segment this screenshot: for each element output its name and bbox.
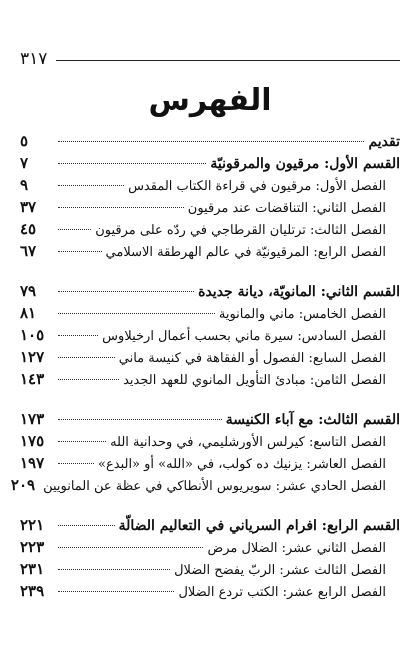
page-number: ٣١٧ [20,49,48,69]
dot-leader [58,291,194,292]
toc-chapter-label: الفصل الثامن: مبادئ التأويل المانوي للعهد الجديد [123,373,386,388]
toc-page-number: ١٧٥ [20,432,45,450]
toc-chapter[interactable] [10,474,400,496]
dot-leader [58,591,174,592]
toc-chapter-label: الفصل التاسع: كيرلس الأورشليمي، في وحدانية الله [110,435,386,450]
toc-page-number: ١٠٥ [20,326,45,344]
toc-page-number: ٤٥ [20,220,37,238]
dot-leader [58,547,203,548]
toc-chapter[interactable] [20,368,400,390]
page-title: الفهرس [148,83,272,118]
table-of-contents [10,130,400,602]
toc-chapter-label: الفصل الثاني: التناقضات عند مرقيون [187,201,386,216]
dot-leader [58,569,170,570]
toc-chapter[interactable] [20,430,400,452]
toc-page-number: ٢٣٩ [20,582,45,600]
toc-chapter[interactable] [20,218,400,240]
toc-section-label: القسم الأول: مرقيون والمرقونيّة [210,156,400,172]
toc-chapter[interactable] [20,536,400,558]
toc-page-number: ٦٧ [20,242,37,260]
toc-page-number: ٢٣١ [20,560,45,578]
header-rule [56,60,400,61]
toc-page-number: ١٢٧ [20,348,45,366]
dot-leader [58,251,102,252]
dot-leader [58,379,119,380]
toc-page-number: ٥ [20,132,29,150]
dot-leader [58,419,222,420]
toc-section-label: تقديم [368,134,400,150]
toc-section-label: القسم الثالث: مع آباء الكنيسة [225,412,400,428]
toc-chapter-label: الفصل الثالث عشر: الربّ يفضح الضلال [174,563,386,578]
toc-chapter[interactable] [20,324,400,346]
toc-chapter-label: الفصل الثالث: ترتليان القرطاجي في ردّه على مرقيون [95,223,386,238]
toc-chapter-label: الفصل السابع: الفصول أو الفقاهة في كنيسة ماني [118,351,386,366]
toc-chapter-label: الفصل الأول: مرقيون في قراءة الكتاب المقدس [128,179,386,194]
toc-chapter[interactable] [20,174,400,196]
dot-leader [58,357,115,358]
dot-leader [58,525,115,526]
toc-section-part-2[interactable] [20,280,400,302]
toc-page-number: ٢٢١ [20,516,45,534]
toc-section-part-1[interactable] [20,152,400,174]
toc-section-part-3[interactable] [20,408,400,430]
toc-chapter-label: الفصل السادس: سيرة ماني بحسب أعمال ارخيلاوس [102,329,386,344]
toc-section-part-4[interactable] [20,514,400,536]
dot-leader [58,141,364,142]
dot-leader [58,163,206,164]
toc-section-label: القسم الرابع: افرام السرياني في التعاليم الضالّة [118,518,400,534]
dot-leader [58,313,215,314]
toc-page-number: ٧ [20,154,29,172]
toc-chapter[interactable] [20,240,400,262]
toc-chapter[interactable] [20,452,400,474]
dot-leader [58,441,106,442]
toc-section-label: القسم الثاني: المانويّة، ديانة جديدة [198,284,400,300]
toc-page-number: ٨١ [20,304,37,322]
toc-section-intro[interactable] [20,130,400,152]
toc-page-number: ٧٩ [20,282,37,300]
dot-leader [58,229,91,230]
toc-page-number: ٣٧ [20,198,37,216]
toc-chapter[interactable] [20,196,400,218]
section-spacer [20,262,400,280]
toc-chapter[interactable] [20,302,400,324]
toc-chapter-label: الفصل العاشر: يزنيك ده كولب، في «الله» أو «البدع» [98,457,386,472]
toc-page-number: ١٤٣ [20,370,45,388]
dot-leader [58,463,94,464]
dot-leader [58,185,124,186]
toc-page-number: ٢٢٣ [20,538,45,556]
toc-chapter[interactable] [20,558,400,580]
toc-chapter[interactable] [20,346,400,368]
toc-page-number: ١٧٣ [20,410,45,428]
toc-chapter-label: الفصل الرابع: المرقيونيّة في عالم الهرطقة الاسلامي [105,245,386,260]
toc-chapter-label: الفصل الثاني عشر: الضلال مرض [207,541,386,556]
section-spacer [20,496,400,514]
toc-chapter-label: الفصل الحادي عشر: سويريوس الأنطاكي في عظة عن المانويين [43,479,386,494]
toc-page-number: ٩ [20,176,29,194]
toc-chapter-label: الفصل الخامس: ماني والمانوية [218,307,386,322]
toc-chapter-label: الفصل الرابع عشر: الكتب تردع الضلال [178,585,386,600]
section-spacer [20,390,400,408]
toc-page-number: ٢٠٩ [10,476,36,494]
toc-chapter[interactable] [20,580,400,602]
toc-page-number: ١٩٧ [20,454,45,472]
dot-leader [58,335,98,336]
dot-leader [58,207,184,208]
